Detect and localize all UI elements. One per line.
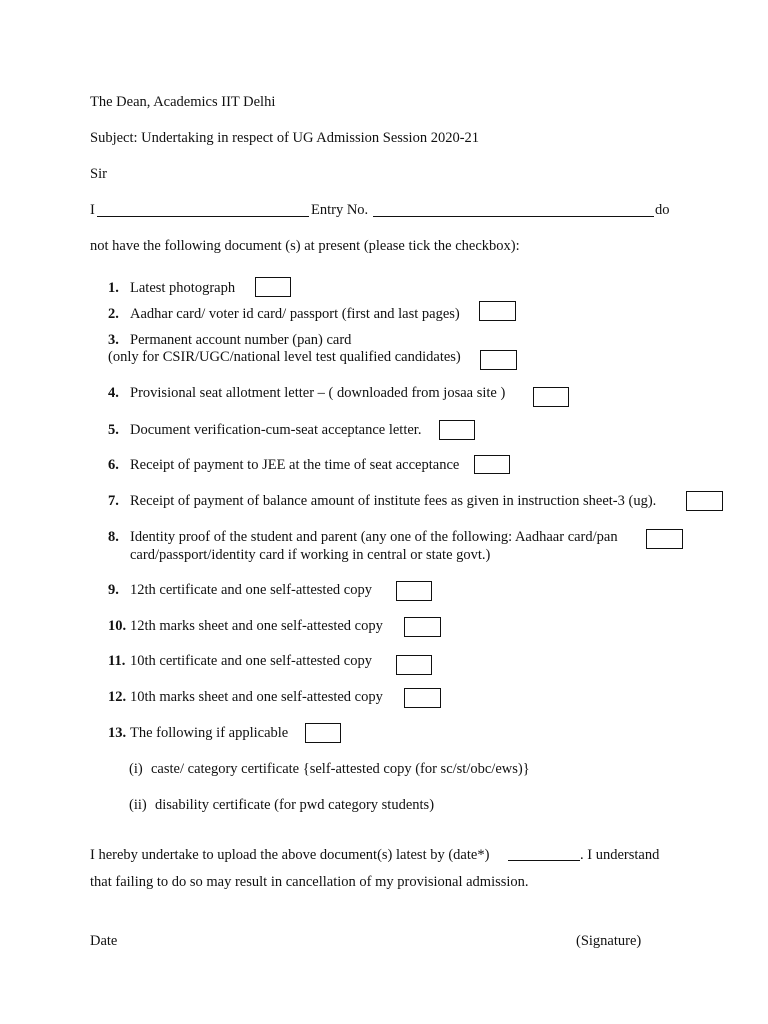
item-label-if-applicable: The following if applicable [130,725,289,741]
checkbox-10th-certificate[interactable] [396,655,432,675]
declaration-continuation: not have the following document (s) at present (please tick the checkbox): [90,238,520,254]
salutation: Sir [90,166,107,182]
signature-label: (Signature) [576,933,642,949]
date-blank[interactable] [508,860,580,861]
checkbox-10th-marks-sheet[interactable] [404,688,441,708]
item-label-12th-marks-sheet: 12th marks sheet and one self-attested copy [130,618,383,634]
item-number: 9. [108,582,119,598]
declaration-suffix: do [655,202,670,218]
item-label-document-verification: Document verification-cum-seat acceptance letter. [130,422,422,438]
item-label-10th-marks-sheet: 10th marks sheet and one self-attested copy [130,689,383,705]
item-label-seat-allotment: Provisional seat allotment letter – ( downloaded from josaa site ) [130,385,506,401]
item-label-identity-proof-cont: card/passport/identity card if working in central or state govt.) [130,547,491,563]
item-label-pan-card: Permanent account number (pan) card [130,332,352,348]
undertaking-line-1: I hereby undertake to upload the above document(s) latest by (date*) [90,847,490,863]
undertaking-line-1-end: . I understand [580,847,660,863]
checkbox-12th-marks-sheet[interactable] [404,617,441,637]
checkbox-12th-certificate[interactable] [396,581,432,601]
checkbox-jee-payment[interactable] [474,455,510,474]
item-label-id-card: Aadhar card/ voter id card/ passport (first and last pages) [130,306,460,322]
item-label-pan-card-note: (only for CSIR/UGC/national level test qualified candidates) [108,349,461,365]
subitem-number: (ii) [129,797,147,813]
date-label: Date [90,933,118,949]
item-label-jee-payment: Receipt of payment to JEE at the time of seat acceptance [130,457,460,473]
entry-no-label: Entry No. [311,202,369,218]
item-number: 11. [108,653,126,669]
checkbox-identity-proof[interactable] [646,529,683,549]
item-label-balance-fees: Receipt of payment of balance amount of institute fees as given in instruction sheet-3 (ug). [130,493,657,509]
item-label-10th-certificate: 10th certificate and one self-attested copy [130,653,372,669]
item-number: 10. [108,618,127,634]
checkbox-pan-card[interactable] [480,350,517,370]
item-number: 3. [108,332,119,348]
subject-line: Subject: Undertaking in respect of UG Admission Session 2020-21 [90,130,480,146]
undertaking-line-2: that failing to do so may result in cancellation of my provisional admission. [90,874,529,890]
entry-no-blank[interactable] [373,216,654,217]
subitem-caste-certificate: caste/ category certificate {self-attested copy (for sc/st/obc/ews)} [151,761,530,777]
item-label-identity-proof: Identity proof of the student and parent (any one of the following: Aadhaar card/pan [130,529,618,545]
subitem-disability-certificate: disability certificate (for pwd category students) [155,797,435,813]
checkbox-photograph[interactable] [255,277,291,297]
addressee: The Dean, Academics IIT Delhi [90,94,276,110]
item-number: 7. [108,493,119,509]
checkbox-balance-fees[interactable] [686,491,723,511]
subitem-number: (i) [129,761,143,777]
checkbox-if-applicable[interactable] [305,723,341,743]
declaration-prefix: I [90,202,95,218]
item-number: 6. [108,457,119,473]
checkbox-id-card[interactable] [479,301,516,321]
checkbox-document-verification[interactable] [439,420,475,440]
item-number: 8. [108,529,119,545]
item-number: 4. [108,385,119,401]
item-label-12th-certificate: 12th certificate and one self-attested copy [130,582,372,598]
item-number: 12. [108,689,127,705]
item-number: 2. [108,306,119,322]
checkbox-seat-allotment[interactable] [533,387,569,407]
item-number: 1. [108,280,119,296]
item-number: 13. [108,725,127,741]
item-label-photograph: Latest photograph [130,280,236,296]
name-blank[interactable] [97,216,309,217]
item-number: 5. [108,422,119,438]
